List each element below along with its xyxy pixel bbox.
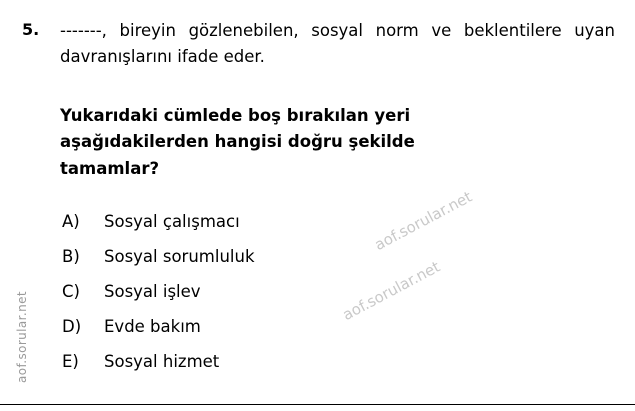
option-c-letter: C) [62,282,80,301]
diagonal-watermark-bottom: aof.sorular.net [339,257,443,324]
option-b[interactable] [62,247,562,282]
option-d-text: Evde bakım [104,317,201,336]
side-watermark: aof.sorular.net [15,290,29,384]
options-list [62,212,562,387]
prompt-line-2: aşağıdakilerden hangisi doğru şekilde [60,132,415,152]
option-a-letter: A) [62,212,80,231]
option-c[interactable] [62,282,562,317]
question-prompt [60,103,615,182]
option-a[interactable] [62,212,562,247]
prompt-line-1: Yukarıdaki cümlede boş bırakılan yeri [60,106,411,125]
option-d-letter: D) [62,317,82,336]
option-e[interactable] [62,352,562,387]
option-e-text: Sosyal hizmet [104,352,220,371]
diagonal-watermark-top: aof.sorular.net [371,187,475,254]
option-b-text: Sosyal sorumluluk [104,247,255,266]
option-e-letter: E) [62,352,79,371]
prompt-line-3: tamamlar? [60,158,160,178]
question-stem: -------, bireyin gözlenebilen, sosyal norm ve beklentilere uyan davranışlarını ifade eder. [60,21,615,66]
option-b-letter: B) [62,247,80,266]
option-a-text: Sosyal çalışmacı [104,212,240,231]
question-number: 5. [22,20,40,39]
option-c-text: Sosyal işlev [104,282,201,301]
bottom-divider [0,404,635,405]
option-d[interactable] [62,317,562,352]
